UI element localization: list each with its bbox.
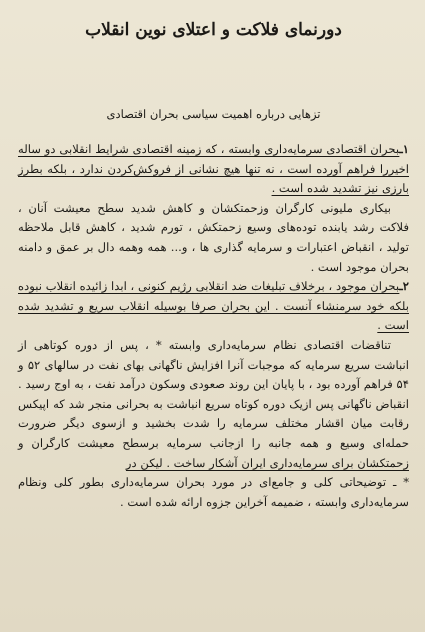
section-2-number: ۲ـ bbox=[399, 279, 409, 294]
section-1-number: ۱ـ bbox=[399, 142, 409, 156]
section-2-body: تناقضات اقتصادی نظام سرمایه‌داری وابسته * ، پس از دوره کوتاهی از انباشت سریع سرمایه که موجبات آنرا افزایش ناگهانی بهای نفت در سالهای ۵۲ و ۵۴ فراهم آورده بود ، با پایان این روند صعودی وسکون درآمد نفت ، به اوج رسید . انقباض ناگهانی پس ازیک دوره کوتاه سریع انباشت به بحرانی منجر شد که اپیکس رقابت میان اقشار مختلف سرمایه را شدت بخشید و ازسوی دیگر ضرورت حمله‌ای وسیع و همه جانبه را ازجانب سرمایه برسطح معیشت کارگران و زحمتکشان برای سرمایه‌داری ایران آشکار ساخت . لیکن در bbox=[18, 337, 409, 470]
section-1-body: بیکاری ملیونی کارگران وزحمتکشان و کاهش شدید سطح معیشت آنان ، فلاکت رشد یابنده توده‌های وسیع زحمتکش ، تورم شدید ، کاهش قابل ملاحظه تولید ، انقباض اعتبارات و سرمایه گذاری ها ، و... همه وهمه دال بر عمق و دامنه بحران موجود است . bbox=[18, 200, 409, 274]
section-2-body-underlined: زحمتکشان برای سرمایه‌داری ایران آشکار ساخت . لیکن در bbox=[125, 455, 409, 470]
section-1-underlined-text: بحران اقتصادی سرمایه‌داری وابسته ، که زمینه اقتصادی شرایط انقلابی دو ساله اخیررا فراهم آورده است ، نه تنها هیچ نشانی از فروکش‌کردن ندارد ، بلکه بطرز بارزی نیز تشدید شده است . bbox=[18, 142, 409, 196]
section-2 bbox=[18, 277, 409, 512]
section-2-underlined-text: بحران موجود ، برخلاف تبلیغات ضد انقلابی رژیم کنونی ، ابدا زائیده انقلاب نبوده بلکه خود سرمنشاء آنست . این بحران صرفا بوسیله انقلاب سریع و تشدید شده است . bbox=[18, 279, 409, 333]
section-1-lead bbox=[18, 140, 409, 199]
page-subtitle: تزهایی درباره اهمیت سیاسی بحران اقتصادی bbox=[106, 107, 321, 121]
section-1 bbox=[18, 140, 409, 277]
page-title: دورنمای فلاکت و اعتلای نوین انقلاب bbox=[85, 20, 342, 40]
footnote: * ـ توضیحاتی کلی و جامع‌ای در مورد بحران سرمایه‌داری بطور کلی ونظام سرمایه‌داری وابسته ، ضمیمه آخراین جزوه ارائه شده است . bbox=[18, 475, 409, 509]
section-2-lead bbox=[18, 277, 409, 336]
